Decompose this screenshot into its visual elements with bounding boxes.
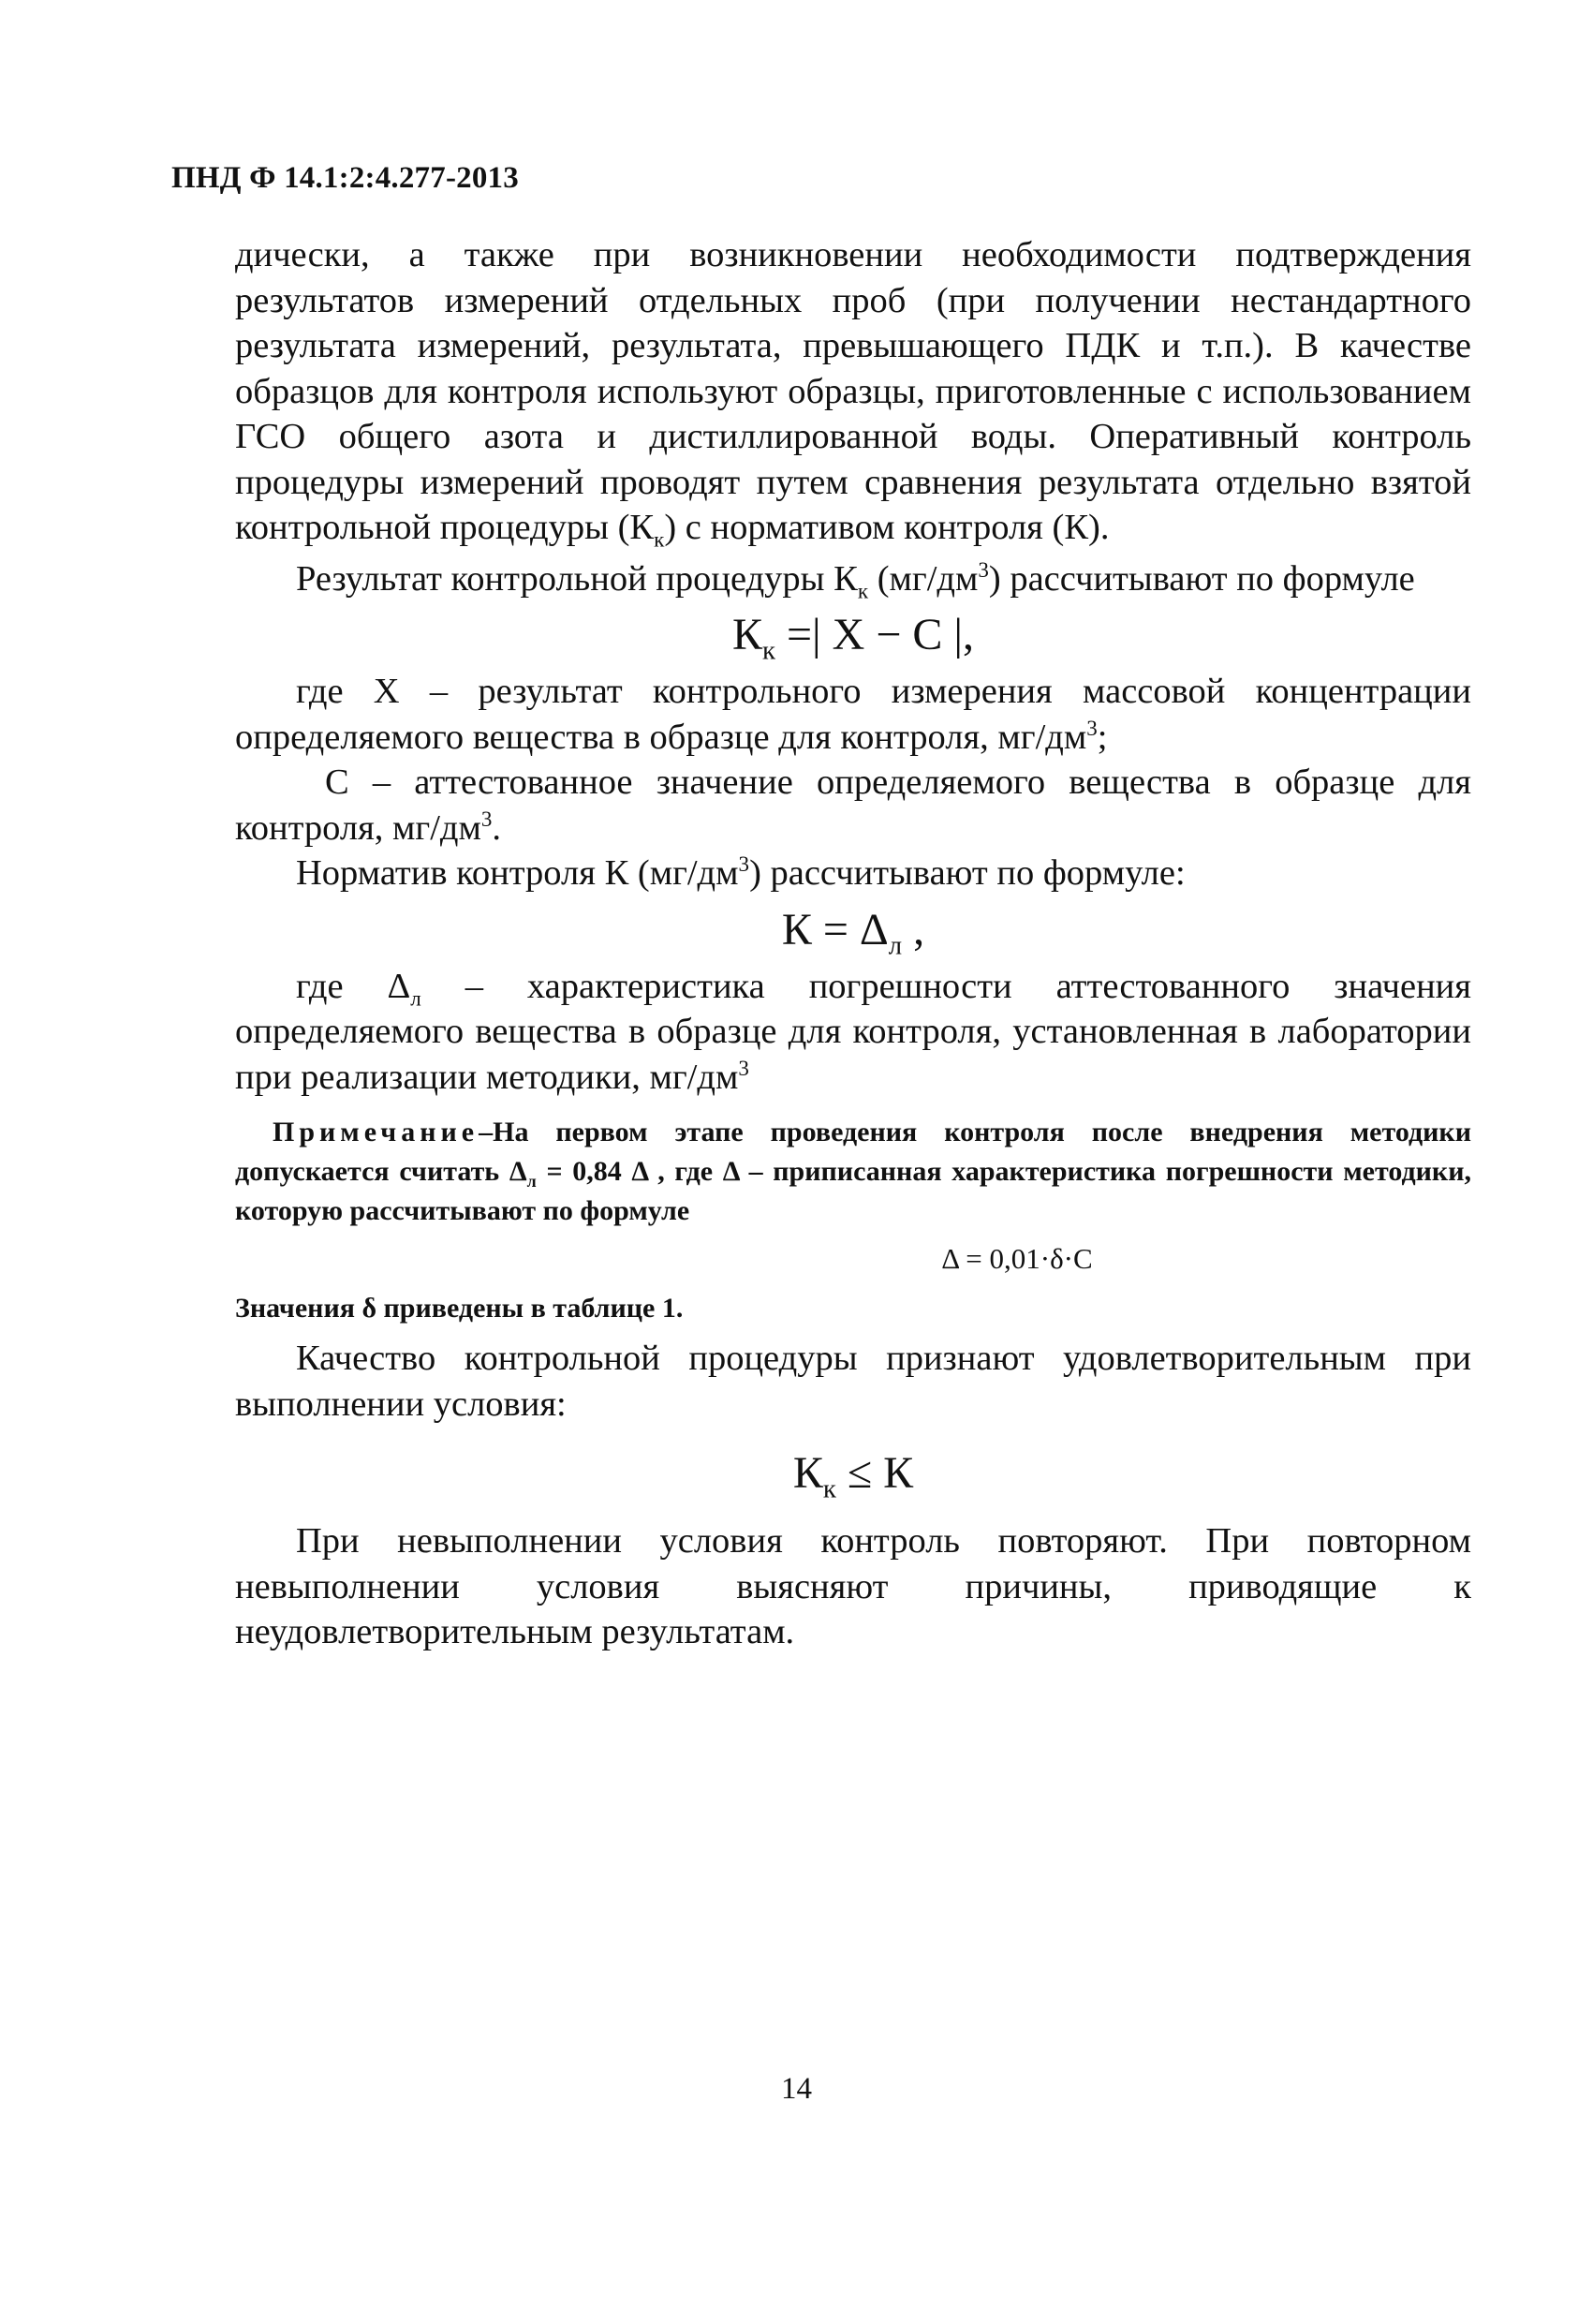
note-label: Примечание <box>273 1117 479 1147</box>
formula-kk: $К_к$ =| X − C |, <box>731 610 975 666</box>
page-number: 14 <box>781 2072 812 2106</box>
paragraph-control-procedure-result: Результат контрольной процедуры $К_к$ $(мг/дм^3)$ рассчитывают по формуле <box>296 556 1415 603</box>
paragraph-quality-condition: Качество контрольной процедуры признают удовлетворительным при выполнении условия: <box>235 1339 1471 1424</box>
paragraph-repeat-control: При невыполнении условия контроль повторяют. При повторном невыполнении условия выясняют причины, приводящие к неудовлетворительным результатам. <box>235 1521 1471 1651</box>
paragraph-control-norm: Норматив контроля К $(мг/дм^3)$ рассчитывают по формуле: <box>296 851 1186 893</box>
formula-k: $К = \Delta_л$ , <box>781 904 925 961</box>
document-code-header: ПНД Ф 14.1:2:4.277-2013 <box>171 161 519 195</box>
note-values-reference: Значения δ приведены в таблице 1. <box>235 1293 684 1324</box>
paragraph-control-samples: дически, а также при возникновении необходимости подтверждения результатов измерений отдельных проб (при получении нестандартного результата измерений, результата, превышающего ПДК и т.п.). В качестве образцов для контроля используют образцы, приготовленные с использованием ГСО общего азота и дистиллированной воды. Оперативный контроль процедуры измерений проводят путем сравнения результата отдельно взятой контрольной процедуры $(К_к)$ с нормативом контроля (К). <box>235 235 1471 552</box>
note-paragraph: Примечание–На первом этапе проведения контроля после внедрения методики допускается считать $\Delta_л = 0,84$ Δ , где Δ – приписанная характеристика погрешности методики, которую рассчитывают по формуле <box>235 1117 1471 1226</box>
formula-kk-le-k: $К_к \le К$ <box>792 1448 914 1504</box>
page-body <box>235 232 1471 1655</box>
paragraph-where-delta: где $\Delta_л$ – характеристика погрешности аттестованного значения определяемого вещества в образце для контроля, установленная в лаборатории при реализации методики, $мг/дм^3$ <box>235 966 1471 1097</box>
paragraph-where-c: С – аттестованное значение определяемого вещества в образце для контроля, $мг/дм^3$. <box>235 762 1471 848</box>
paragraph-where-x: где X – результат контрольного измерения массовой концентрации определяемого вещества в образце для контроля, $мг/дм^3$; <box>235 672 1471 757</box>
formula-delta: Δ = 0,01·δ·C <box>941 1242 1093 1275</box>
